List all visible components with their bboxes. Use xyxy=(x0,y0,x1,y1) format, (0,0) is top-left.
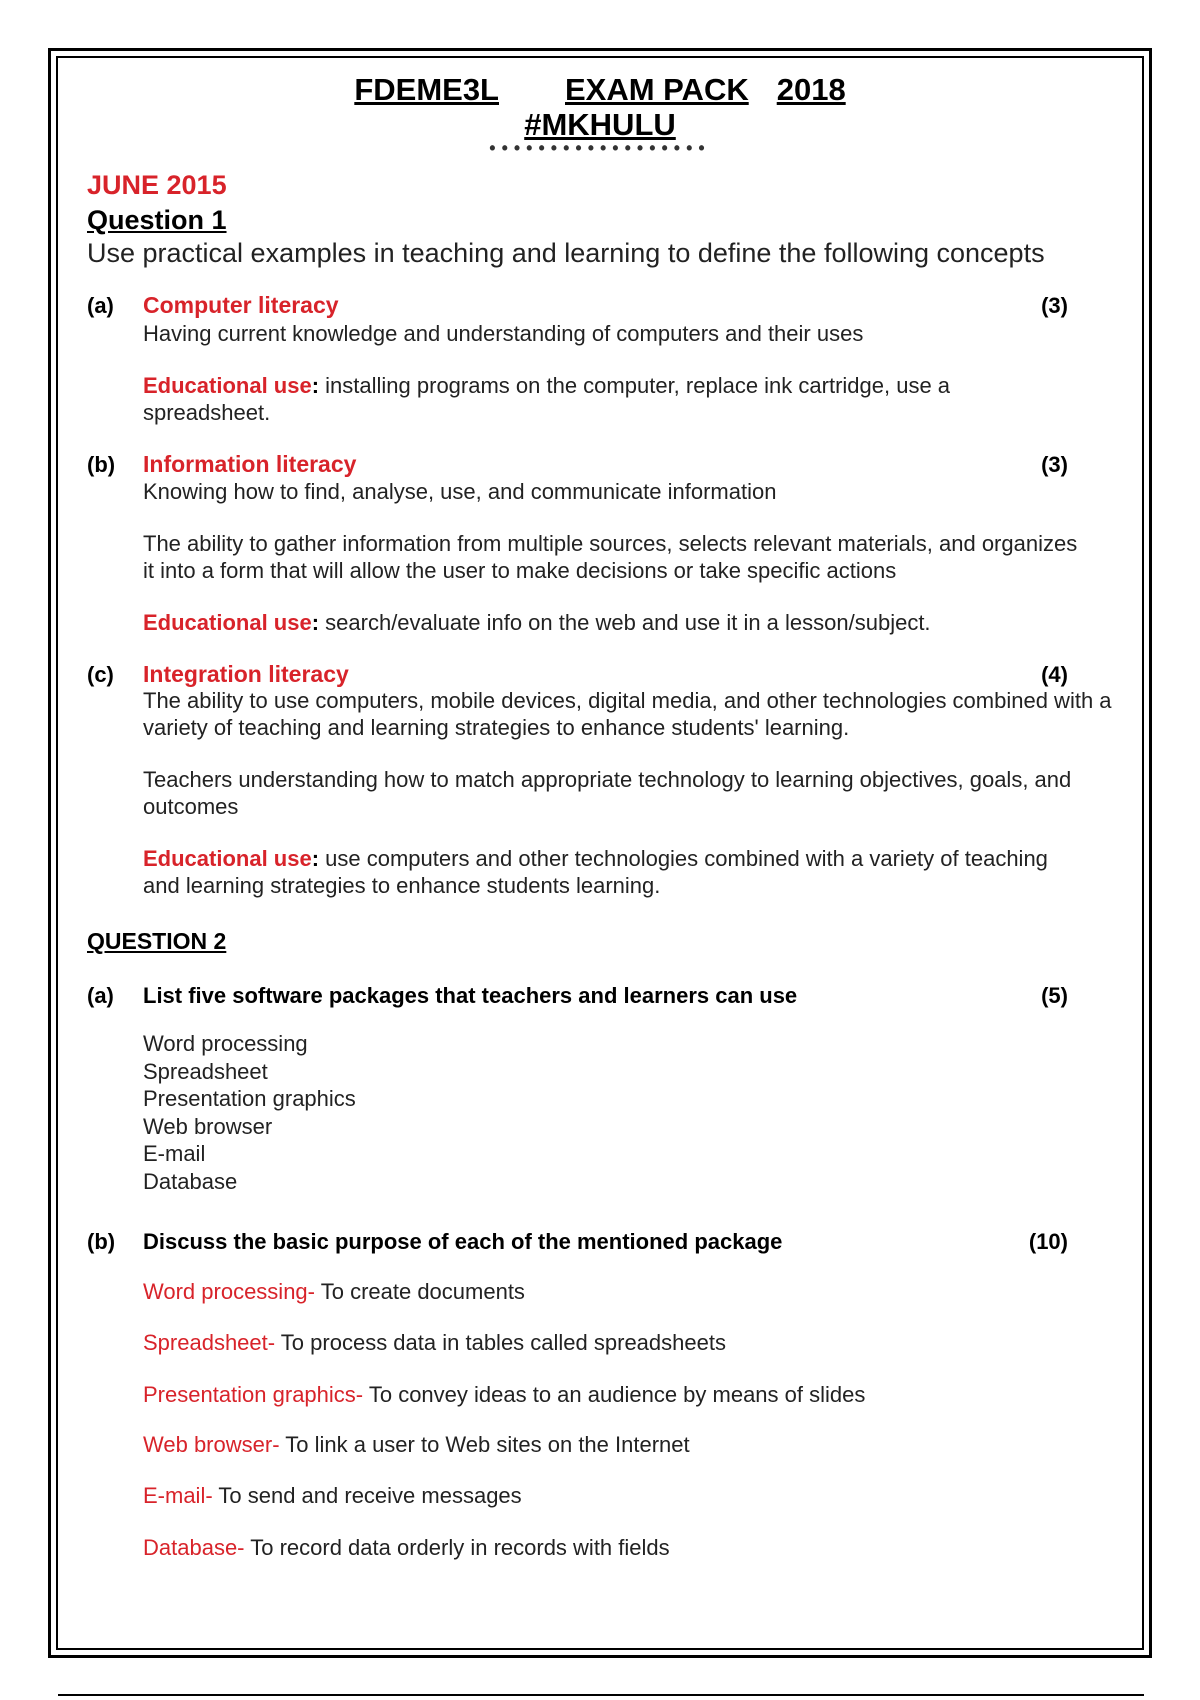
q2-b-label: (b) xyxy=(87,1229,116,1254)
q1-c-extra: Teachers understanding how to match appropriate technology to learning objectives, goals, and outcomes xyxy=(143,767,1072,819)
edu-use-text: use computers and other technologies combined with a variety of teaching and learning strategies to enhance students learning. xyxy=(143,846,1048,898)
purpose-item xyxy=(143,1382,865,1408)
q2-b-question: Discuss the basic purpose of each of the mentioned package xyxy=(143,1229,783,1254)
question-1-intro: Use practical examples in teaching and learning to define the following concepts xyxy=(87,238,1045,268)
document-tag: #MKHULU xyxy=(524,107,676,142)
q1-b-extra: The ability to gather information from multiple sources, selects relevant materials, and organizes it into a form that will allow the user to make decisions or take specific actions xyxy=(143,531,1078,583)
dotted-separator: •••••••••••••••••• xyxy=(489,138,711,158)
q1-a-marks: (3) xyxy=(1041,293,1068,318)
q1-a-label: (a) xyxy=(87,293,114,318)
list-item: Word processing xyxy=(143,1031,308,1056)
purpose-text: To convey ideas to an audience by means of slides xyxy=(363,1382,866,1407)
edu-use-text: search/evaluate info on the web and use it in a lesson/subject. xyxy=(319,610,931,635)
q1-c-definition: The ability to use computers, mobile devices, digital media, and other technologies combined with a variety of teaching and learning strategies to enhance students' learning. xyxy=(143,688,1112,740)
purpose-item xyxy=(143,1330,726,1356)
edu-use-text: installing programs on the computer, replace ink cartridge, use a spreadsheet. xyxy=(143,373,951,425)
document-title xyxy=(300,72,900,108)
pack-year: 2018 xyxy=(776,72,846,107)
software-package-list xyxy=(143,1030,356,1195)
list-item: Web browser xyxy=(143,1113,273,1139)
q1-a-title: Computer literacy xyxy=(143,292,339,318)
edu-use-label: Educational use xyxy=(143,846,312,871)
course-code: FDEME3L xyxy=(354,72,499,107)
exam-session: JUNE 2015 xyxy=(87,170,227,200)
purpose-item xyxy=(143,1432,690,1458)
purpose-name: Database- xyxy=(143,1535,245,1560)
list-item: Presentation graphics xyxy=(143,1086,356,1111)
edu-use-label: Educational use xyxy=(143,610,312,635)
q1-c-educational-use: Educational use: use computers and other technologies combined with a variety of teaching and learning strategies to enhance students learning. xyxy=(143,846,1048,898)
list-item: E-mail xyxy=(143,1141,206,1166)
purpose-name: Web browser- xyxy=(143,1432,280,1457)
purpose-text: To link a user to Web sites on the Internet xyxy=(279,1432,690,1457)
purpose-name: E-mail- xyxy=(143,1483,213,1508)
pack-label: EXAM PACK xyxy=(565,72,749,107)
q1-a-definition: Having current knowledge and understanding of computers and their uses xyxy=(143,321,864,346)
q2-a-label: (a) xyxy=(87,983,114,1008)
q2-a-marks: (5) xyxy=(1041,983,1068,1008)
q1-c-label: (c) xyxy=(87,662,114,687)
purpose-text: To record data orderly in records with fields xyxy=(244,1535,670,1560)
purpose-name: Spreadsheet- xyxy=(143,1330,276,1355)
edu-use-label: Educational use xyxy=(143,373,312,398)
question-1-title: Question 1 xyxy=(87,205,227,235)
purpose-text: To process data in tables called spreadsheets xyxy=(275,1330,726,1355)
q1-c-title: Integration literacy xyxy=(143,661,349,687)
purpose-name: Presentation graphics- xyxy=(143,1382,364,1407)
q1-b-educational-use: Educational use: search/evaluate info on the web and use it in a lesson/subject. xyxy=(143,610,931,635)
q1-b-marks: (3) xyxy=(1041,452,1068,477)
purpose-item xyxy=(143,1483,522,1509)
purpose-item xyxy=(143,1279,525,1305)
question-2-title: QUESTION 2 xyxy=(87,928,227,954)
purpose-text: To create documents xyxy=(315,1279,525,1304)
q2-a-question: List five software packages that teachers and learners can use xyxy=(143,983,798,1008)
q1-b-definition: Knowing how to find, analyse, use, and communicate information xyxy=(143,479,777,504)
purpose-name: Word processing- xyxy=(143,1279,315,1304)
q1-b-label: (b) xyxy=(87,452,116,477)
q1-b-title: Information literacy xyxy=(143,451,357,477)
q1-a-educational-use: Educational use: installing programs on the computer, replace ink cartridge, use a spreadsheet. xyxy=(143,373,951,425)
list-item: Database xyxy=(143,1168,238,1194)
q1-c-marks: (4) xyxy=(1041,662,1068,687)
q2-b-marks: (10) xyxy=(1028,1229,1068,1254)
bottom-rule xyxy=(58,1694,1144,1696)
purpose-text: To send and receive messages xyxy=(212,1483,522,1508)
purpose-item xyxy=(143,1535,670,1561)
list-item: Spreadsheet xyxy=(143,1058,268,1084)
